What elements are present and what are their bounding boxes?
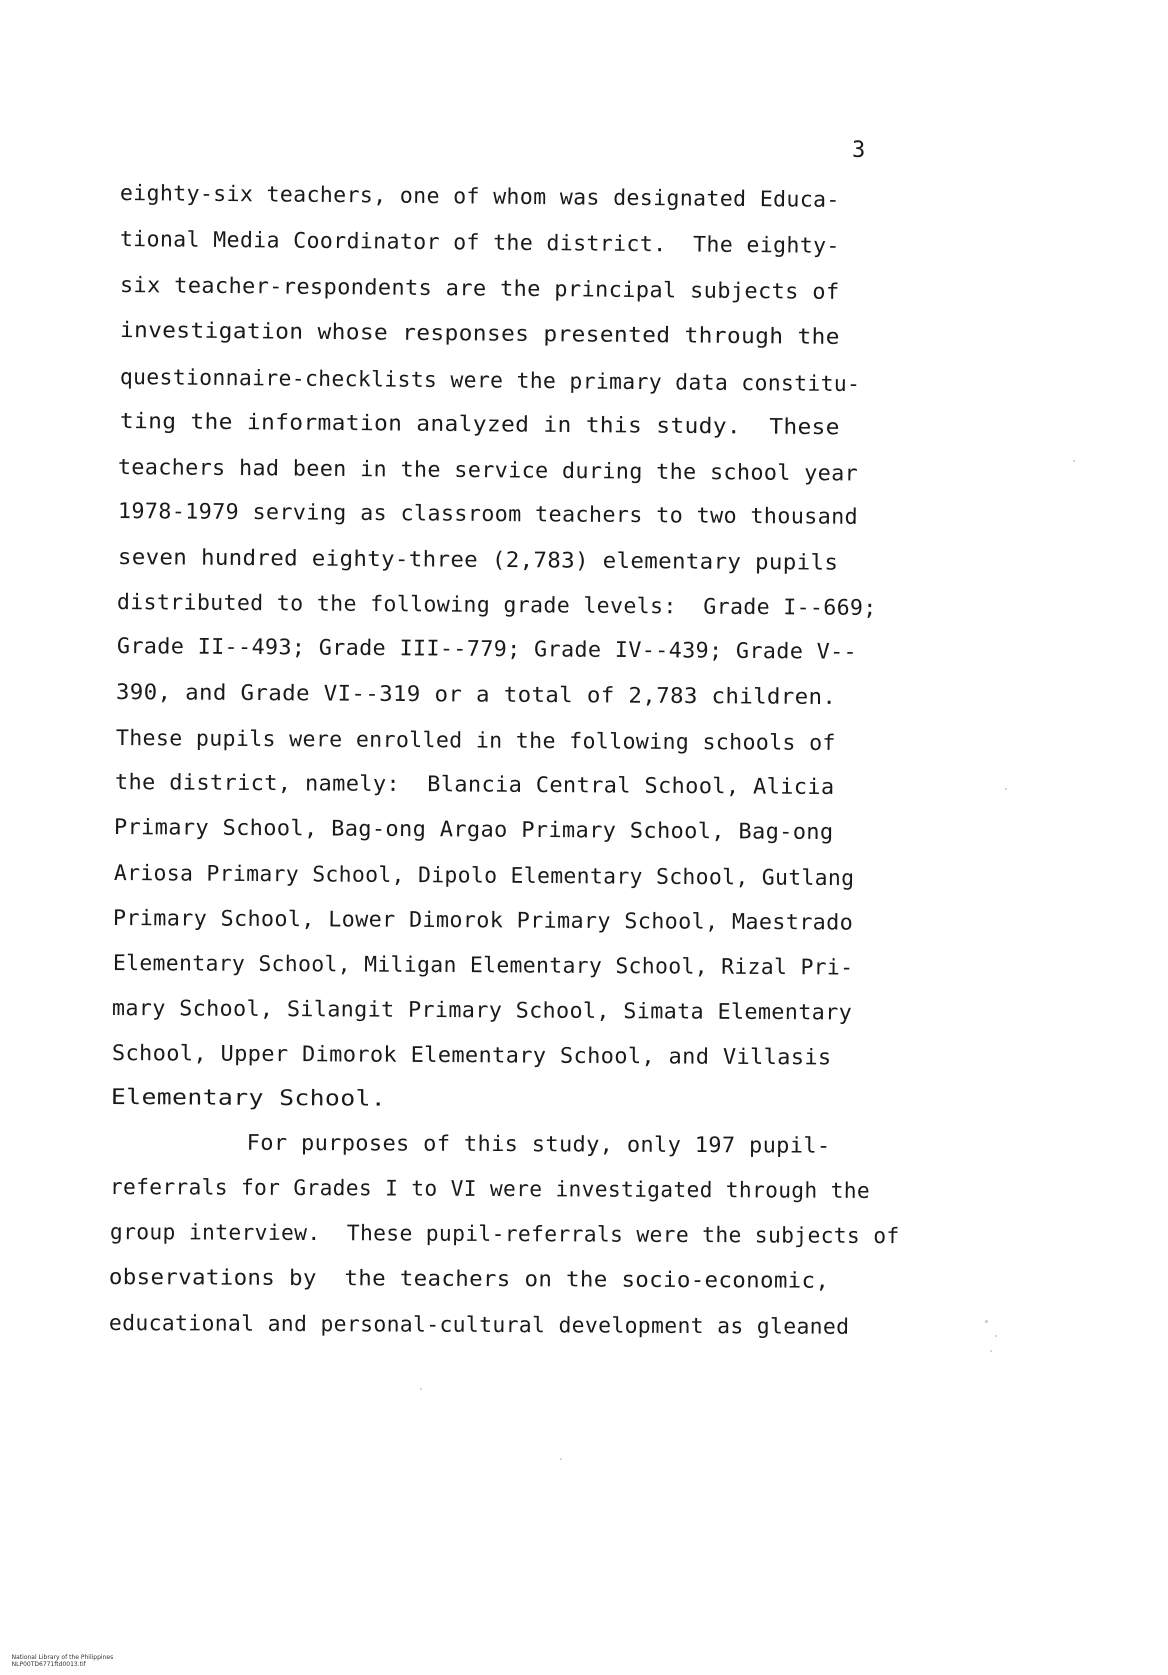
footer-file-id: NLP00TD6771ftd0013.tif xyxy=(11,1661,86,1668)
text-line: distributed to the following grade levels: Grade I--669; xyxy=(116,590,877,621)
text-line: seven hundred eighty-three (2,783) elementary pupils xyxy=(117,545,839,576)
text-line: eighty-six teachers, one of whom was designated Educa- xyxy=(119,181,840,213)
text-line: Elementary School, Miligan Elementary School, Rizal Pri- xyxy=(112,951,854,981)
text-line: educational and personal-cultural development as gleaned xyxy=(108,1311,850,1340)
scan-noise xyxy=(1005,788,1007,790)
text-line: School, Upper Dimorok Elementary School, and Villasis xyxy=(111,1041,832,1071)
text-line: Primary School, Lower Dimorok Primary School, Maestrado xyxy=(112,906,854,936)
text-line: questionnaire-checklists were the primary data constitu- xyxy=(119,365,861,398)
page-number: 3 xyxy=(852,138,866,163)
text-line: ting the information analyzed in this study. These xyxy=(119,409,840,441)
text-line: teachers had been in the service during the school year xyxy=(117,455,859,487)
scan-footer xyxy=(4,1647,129,1675)
scan-noise xyxy=(420,1388,422,1390)
text-line: referrals for Grades I to VI were investigated through the xyxy=(109,1175,871,1204)
text-line: Elementary School. xyxy=(110,1085,387,1112)
text-line: Primary School, Bag-ong Argao Primary School, Bag-ong xyxy=(113,815,834,846)
text-line: For purposes of this study, only 197 pupil- xyxy=(110,1130,831,1159)
text-line: mary School, Silangit Primary School, Simata Elementary xyxy=(111,996,853,1026)
scan-noise xyxy=(985,1320,988,1323)
text-line: These pupils were enrolled in the following schools of xyxy=(115,726,836,757)
text-line: Ariosa Primary School, Dipolo Elementary School, Gutlang xyxy=(113,861,855,892)
text-line: investigation whose responses presented through the xyxy=(119,318,840,350)
scan-noise xyxy=(560,1458,562,1460)
scan-noise xyxy=(995,1335,997,1337)
text-line: the district, namely: Blancia Central School, Alicia xyxy=(114,770,835,801)
text-line: group interview. These pupil-referrals were the subjects of xyxy=(109,1220,900,1250)
scan-noise xyxy=(990,1350,992,1352)
text-line: tional Media Coordinator of the district. The eighty- xyxy=(119,227,840,259)
footer-library: National Library of the Philippines xyxy=(11,1654,114,1661)
text-line: 1978-1979 serving as classroom teachers to two thousand xyxy=(117,499,859,530)
text-line: six teacher-respondents are the principal subjects of xyxy=(119,273,840,305)
text-line: observations by the teachers on the socio-economic, xyxy=(108,1265,830,1294)
scan-noise xyxy=(1073,460,1075,462)
text-line: 390, and Grade VI--319 or a total of 2,783 children. xyxy=(115,680,837,711)
text-line: Grade II--493; Grade III--779; Grade IV--439; Grade V-- xyxy=(116,634,858,665)
